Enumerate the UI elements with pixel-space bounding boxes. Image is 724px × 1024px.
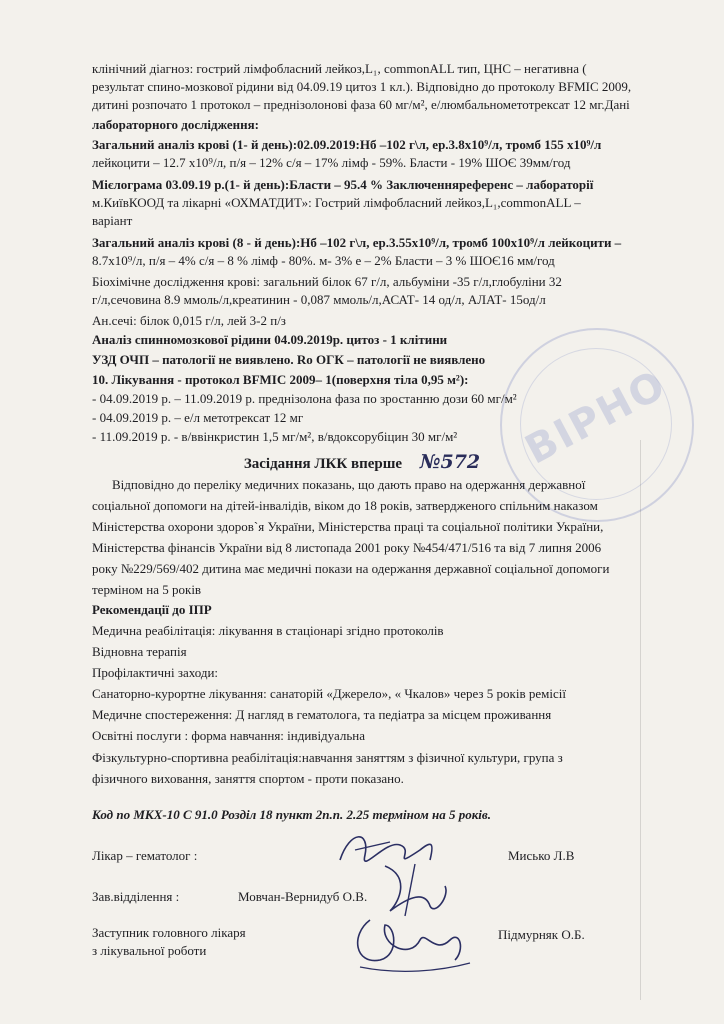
rec-medical-rehab: Медична реабілітація: лікування в стаціонарі згідно протоколів [92,623,444,638]
treatment-heading: 10. Лікування - протокол BFMIC 2009– 1(поверхня тіла 0,95 м²): [92,372,469,387]
blood-test-day1-line-2: лейкоцити – 12.7 х10⁹/л, п/я – 12% с/я – 17% лімф - 59%. Бласти - 19% ШОЄ 39мм/год [92,155,571,170]
handwritten-number: №572 [419,451,481,473]
rec-sports-line-2: фізичного виховання, заняття спортом - проти показано. [92,771,404,786]
doctor-name: Мисько Л.В [508,848,575,863]
icd-code-line: Код по МКХ-10 С 91.0 Розділ 18 пункт 2п.п. 2.25 терміном на 5 років. [92,807,491,822]
doctor-role: Лікар – гематолог : [92,848,198,863]
csf-analysis-line: Аналіз спинномозкової рідини 04.09.2019р. цитоз - 1 клітини [92,332,448,347]
rec-education: Освітні послуги : форма навчання: індивідуальна [92,728,366,743]
blood-test-day8-line-2: 8.7х10⁹/л, п/я – 4% с/я – 8 % лімф - 80%. м- 3% е – 2% Бласти – 3 % ШОЄ16 мм/год [92,253,555,268]
rec-sanatorium: Санаторно-курортне лікування: санаторій «Джерело», « Чкалов» через 5 років ремісії [92,686,566,701]
head-name: Мовчан-Вернидуб О.В. [238,889,368,904]
diagnosis-line-2: результат спино-мозкової рідини від 04.09.19 цитоз 1 кл.). Відповідно до протоколу BFMIC 2009, [92,79,632,94]
treatment-item-2: - 04.09.2019 р. – е/л метотрексат 12 мг [92,410,304,425]
deputy-role-line-1: Заступник головного лікаря [92,925,246,940]
lab-heading: лабораторного дослідження: [92,117,259,132]
deputy-name: Підмурняк О.Б. [498,927,585,942]
diagnosis-line-3: дитині розпочато 1 протокол – преднізолоновi фаза 60 мг/м², е/люмбальнометотрексат 12 мг.Дані [92,97,630,112]
treatment-item-3: - 11.09.2019 р. - в/ввінкристин 1,5 мг/м², в/вдоксорубіцин 30 мг/м² [92,429,458,444]
biochem-line-2: г/л,сечовина 8.9 ммоль/л,креатинин - 0,087 ммоль/л,АСАТ- 14 од/л, АЛАТ- 15од/л [92,292,546,307]
ultrasound-line: УЗД ОЧП – патології не виявлено. Ro ОГК – патології не виявлено [92,352,486,367]
blood-test-day1-line-1: Загальний аналіз крові (1- й день):02.09.2019:Нб –102 г\л, ер.3.8х10⁹/л, тромб 155 х10⁹/л [92,137,602,152]
paragraph-line-4: Міністерства фінансів України від 8 листопада 2001 року №454/471/516 та від 7 липня 2006 [92,540,602,555]
rec-observation: Медичне спостереження: Д нагляд в гематолога, та педіатра за місцем проживання [92,707,552,722]
stamp-text: ВІРНО [517,361,674,474]
myelogram-line-3: варіант [92,213,133,228]
rec-sports-line-1: Фізкультурно-спортивна реабілітація:навчання заняттям з фізичної культури, група з [92,750,563,765]
head-role: Зав.відділення : [92,889,180,904]
commission-title [0,451,724,473]
diagnosis-line-1: клінічний діагноз: гострий лімфобласний лейкоз,L₁, commonALL тип, ЦНС – негативна ( [92,61,587,76]
rec-restorative-therapy: Відновна терапія [92,644,187,659]
paragraph-line-6: терміном на 5 років [92,582,202,597]
treatment-item-1: - 04.09.2019 р. – 11.09.2019 р. преднізолона фаза по зростанню дози 60 мг/м² [92,391,517,406]
deputy-signature [340,905,480,980]
myelogram-line-2: м.КиївКООД та лікарні «ОХМАТДИТ»: Гострий лімфобласний лейкоз,L₁,commonALL – [92,195,581,210]
urine-analysis-line: Ан.сечі: білок 0,015 г/л, лей 3-2 п/з [92,313,286,328]
paragraph-line-2: соціальної допомоги на дітей-інвалідів, віком до 18 років, затвердженого спільним наказом [92,498,598,513]
paragraph-line-3: Міністерства охорони здоров`я України, Міністерства праці та соціальної політики України, [92,519,604,534]
paragraph-line-5: року №229/569/402 дитина має медичні покази на одержання державної соціальної допомоги [92,561,610,576]
deputy-role-line-2: з лікувальної роботи [92,943,207,958]
myelogram-line-1: Мієлограма 03.09.19 р.(1- й день):Бласти – 95.4 % Заключенняреференс – лабораторії [92,177,594,192]
paragraph-line-1: Відповідно до переліку медичних показань, що дають право на одержання державної [112,477,586,492]
recommendations-heading: Рекомендації до ІПР [92,602,212,617]
rec-preventive: Профілактичні заходи: [92,665,219,680]
commission-title-text: Засідання ЛКК вперше [243,456,403,472]
blood-test-day8-line-1: Загальний аналіз крові (8 - й день):Нб –102 г\л, ер.3.55х10⁹/л, тромб 100х10⁹/л лейкоцити – [92,235,622,250]
biochem-line-1: Біохімічне дослідження крові: загальний білок 67 г/л, альбуміни -35 г/л,глобуліни 32 [92,274,562,289]
